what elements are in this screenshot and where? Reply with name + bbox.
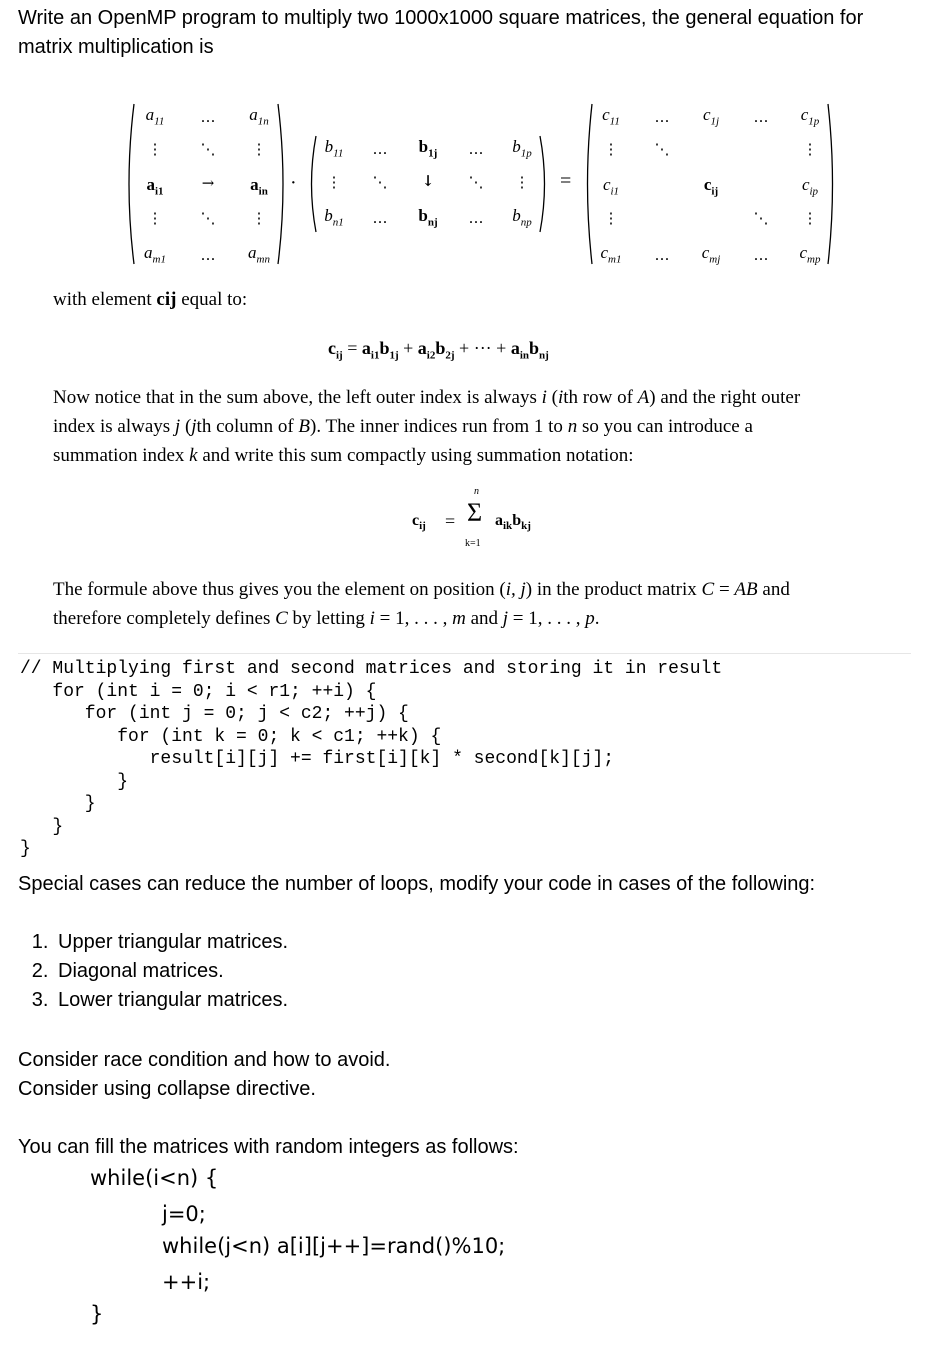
c-vdots-1: ⋮ [603,140,619,158]
a-vdots-3: ⋮ [147,209,163,227]
c-cell-ij: $c_{ij}$ [703,175,719,198]
a-cell-i1: $a_{i1}$ [146,175,164,198]
sum-term: $a_{ik}b_{kj}$ [495,512,531,533]
b-hdots-1: … [372,140,388,158]
a-vdots-4: ⋮ [251,209,267,227]
special-cases-heading: Special cases can reduce the number of loops, modify your code in cases of the following: [18,873,816,895]
list-item: 2. Diagonal matrices. [54,957,618,986]
consideration-collapse: Consider using collapse directive. [18,1078,316,1100]
c-hdots-4: … [753,246,769,264]
c-cell-i1: $c_{i1}$ [602,175,620,198]
code-line: } [20,794,96,814]
b-ddots-2: ⋱ [468,173,484,191]
formule-line-2: therefore completely defines C by letting i = 1, . . . , m and j = 1, . . . , p. [53,608,600,629]
c-ddots-1: ⋱ [654,140,670,158]
fill-code-line: } [90,1302,104,1326]
summation-formula [412,486,572,556]
b-cell-n1: $b_{n1}$ [324,206,344,229]
fill-code-line: while(j<n) a[i][j++]=rand()%10; [162,1234,506,1258]
sum-lower-limit: k=1 [465,538,481,549]
code-line: } [20,771,129,792]
c-cell-ip: $c_{ip}$ [801,175,819,198]
b-cell-1j: $b_{1j}$ [418,137,438,160]
b-hdots-2: … [468,140,484,158]
c-cell-1j: $c_{1j}$ [702,105,720,128]
sum-upper-limit: n [474,486,479,497]
formule-paragraph [53,575,913,633]
matrix-a [120,96,292,272]
b-cell-nj: $b_{nj}$ [418,206,438,229]
c-cell-mj: $c_{mj}$ [701,243,721,266]
b-ddots-1: ⋱ [372,173,388,191]
b-cell-11: $b_{11}$ [324,137,344,160]
a-cell-11: $a_{11}$ [145,105,165,128]
c-hdots-1: … [654,108,670,126]
b-vdots-2: ⋮ [514,173,530,191]
consideration-race: Consider race condition and how to avoid. [18,1049,391,1071]
fill-code-line: while(i<n) { [90,1166,219,1190]
notice-line-2: index is always j (jth column of B). The inner indices run from 1 to n so you can introduce a [53,416,753,437]
b-hdots-4: … [468,209,484,227]
a-row-arrow: → [201,174,215,192]
element-symbol: cij [156,289,177,310]
c-cell-mp: $c_{mp}$ [799,243,821,266]
multiply-sign: · [290,172,297,194]
sigma-symbol: Σ [467,498,483,527]
b-column-arrow: ↓ [421,172,435,190]
code-line: for (int k = 0; k < c1; ++k) { [20,726,442,747]
c-cell-1p: $c_{1p}$ [800,105,820,128]
c-cell-m1: $c_{m1}$ [600,243,622,266]
a-cell-mn: $a_{mn}$ [248,243,270,266]
code-line: } [20,816,64,837]
c-vdots-4: ⋮ [802,209,818,227]
code-line: result[i][j] += first[i][k] * second[k][j]; [20,749,615,769]
list-item: 3. Lower triangular matrices. [54,986,618,1015]
code-line: // Multiplying first and second matrices and storing it in result [20,659,723,679]
b-vdots-1: ⋮ [326,173,342,191]
intro-text: Write an OpenMP program to multiply two 1000x1000 square matrices, the general equation for matrix multiplication is [18,7,864,58]
c-ddots-2: ⋱ [753,209,769,227]
c-vdots-3: ⋮ [603,209,619,227]
code-line: for (int j = 0; j < c2; ++j) { [20,704,409,724]
notice-line-1: Now notice that in the sum above, the left outer index is always i (ith row of A) and the right outer [53,387,801,408]
code-line: for (int i = 0; i < r1; ++i) { [20,681,377,702]
a-hdots-2: … [200,246,216,264]
a-cell-m1: $a_{m1}$ [144,243,166,266]
a-ddots-2: ⋱ [200,209,216,227]
b-cell-np: $b_{np}$ [512,206,532,229]
b-cell-1p: $b_{1p}$ [512,137,532,160]
a-cell-in: $a_{in}$ [250,175,268,198]
a-cell-1n: $a_{1n}$ [249,105,269,128]
a-vdots-2: ⋮ [251,140,267,158]
a-ddots-1: ⋱ [200,140,216,158]
code-block [20,658,722,861]
element-caption-suffix: equal to: [181,289,248,310]
fill-code-line: j=0; [162,1202,206,1226]
c-hdots-3: … [654,246,670,264]
code-line: } [20,839,31,859]
divider [18,653,911,654]
notice-paragraph [53,383,913,470]
notice-line-3: summation index k and write this sum compactly using summation notation: [53,445,634,466]
a-vdots-1: ⋮ [147,140,163,158]
formule-line-1: The formule above thus gives you the element on position (i, j) in the product matrix C = AB and [53,579,790,600]
element-caption-prefix: with element [53,289,152,310]
matrix-b [304,130,552,238]
special-cases-list [18,928,618,1015]
fill-heading: You can fill the matrices with random integers as follows: [18,1136,519,1158]
list-item: 1. Upper triangular matrices. [54,928,618,957]
equals-sign: = [560,170,572,192]
a-hdots-1: … [200,108,216,126]
matrix-c [580,96,840,272]
sum-equals: = [445,511,456,531]
considerations [18,1046,718,1104]
c-cell-11: $c_{11}$ [602,105,620,128]
c-hdots-2: … [753,108,769,126]
c-vdots-2: ⋮ [802,140,818,158]
cij-expansion-formula: $c_{ij} = a_{i1}b_{1j} + a_{i2}b_{2j}$ + ··· + $a_{in}b_{nj}$ [328,338,549,362]
b-hdots-3: … [372,209,388,227]
fill-code-line: ++i; [162,1270,211,1294]
matrix-equation [120,96,850,272]
sum-lhs: $c_{ij}$ [412,512,426,533]
element-caption [53,285,247,314]
